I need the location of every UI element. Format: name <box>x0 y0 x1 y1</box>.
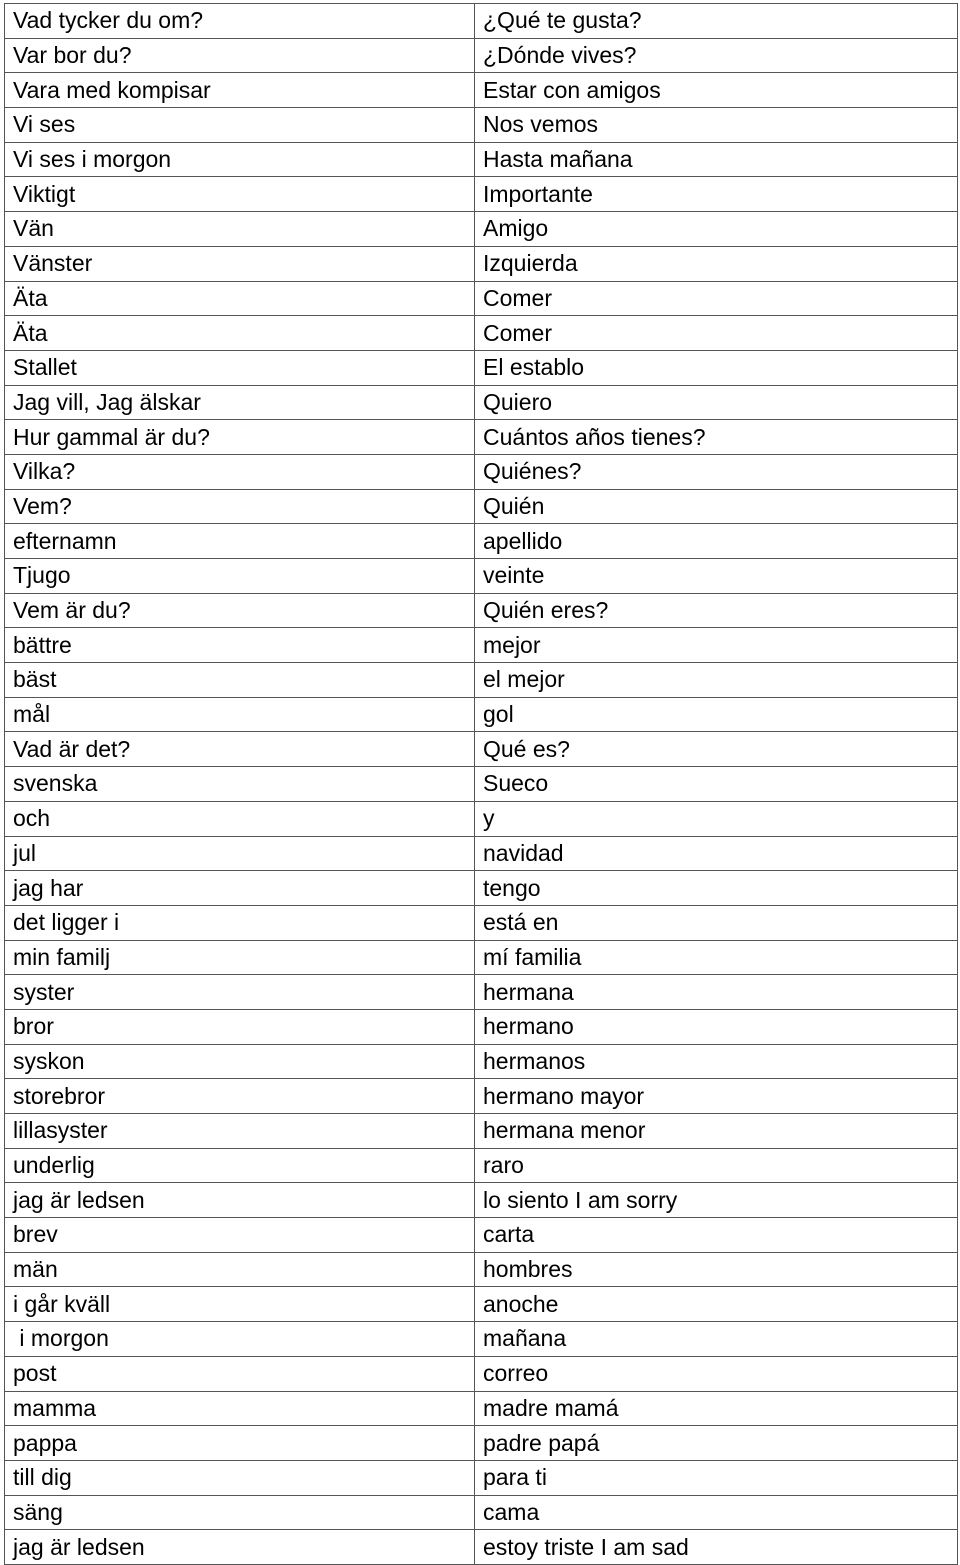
swedish-term-cell: män <box>5 1252 475 1287</box>
spanish-term-cell: Quién eres? <box>475 593 958 628</box>
table-row <box>5 316 958 351</box>
table-row <box>5 1426 958 1461</box>
table-row <box>5 73 958 108</box>
spanish-term-cell: Quiénes? <box>475 454 958 489</box>
spanish-term-cell: hermano mayor <box>475 1079 958 1114</box>
swedish-term-cell: min familj <box>5 940 475 975</box>
table-row <box>5 1460 958 1495</box>
swedish-term-cell: Vi ses i morgon <box>5 142 475 177</box>
swedish-term-cell: i morgon <box>5 1322 475 1357</box>
spanish-term-cell: para ti <box>475 1460 958 1495</box>
spanish-term-cell: carta <box>475 1218 958 1253</box>
spanish-term-cell: Quiero <box>475 385 958 420</box>
spanish-term-cell: hermano <box>475 1009 958 1044</box>
table-row <box>5 593 958 628</box>
swedish-term-cell: Vän <box>5 212 475 247</box>
table-row <box>5 385 958 420</box>
spanish-term-cell: Qué es? <box>475 732 958 767</box>
swedish-term-cell: säng <box>5 1495 475 1530</box>
swedish-term-cell: jag är ledsen <box>5 1183 475 1218</box>
swedish-term-cell: Tjugo <box>5 559 475 594</box>
swedish-term-cell: Vi ses <box>5 108 475 143</box>
swedish-term-cell: svenska <box>5 767 475 802</box>
spanish-term-cell: El establo <box>475 350 958 385</box>
swedish-term-cell: i går kväll <box>5 1287 475 1322</box>
spanish-term-cell: padre papá <box>475 1426 958 1461</box>
swedish-term-cell: pappa <box>5 1426 475 1461</box>
spanish-term-cell: gol <box>475 697 958 732</box>
swedish-term-cell: till dig <box>5 1460 475 1495</box>
swedish-term-cell: efternamn <box>5 524 475 559</box>
swedish-term-cell: Vilka? <box>5 454 475 489</box>
table-row <box>5 108 958 143</box>
spanish-term-cell: Amigo <box>475 212 958 247</box>
spanish-term-cell: Quién <box>475 489 958 524</box>
swedish-term-cell: bäst <box>5 663 475 698</box>
table-row <box>5 1183 958 1218</box>
swedish-term-cell: Vad är det? <box>5 732 475 767</box>
spanish-term-cell: hermana <box>475 975 958 1010</box>
swedish-term-cell: Stallet <box>5 350 475 385</box>
swedish-term-cell: underlig <box>5 1148 475 1183</box>
vocabulary-table-body <box>5 4 958 1565</box>
table-row <box>5 732 958 767</box>
table-row <box>5 420 958 455</box>
spanish-term-cell: estoy triste I am sad <box>475 1530 958 1565</box>
spanish-term-cell: ¿Qué te gusta? <box>475 4 958 39</box>
spanish-term-cell: mañana <box>475 1322 958 1357</box>
spanish-term-cell: Sueco <box>475 767 958 802</box>
spanish-term-cell: y <box>475 801 958 836</box>
table-row <box>5 142 958 177</box>
swedish-term-cell: syskon <box>5 1044 475 1079</box>
spanish-term-cell: apellido <box>475 524 958 559</box>
swedish-term-cell: Jag vill, Jag älskar <box>5 385 475 420</box>
table-row <box>5 177 958 212</box>
table-row <box>5 454 958 489</box>
swedish-term-cell: Vara med kompisar <box>5 73 475 108</box>
swedish-term-cell: jul <box>5 836 475 871</box>
table-row <box>5 801 958 836</box>
swedish-term-cell: Vänster <box>5 246 475 281</box>
table-row <box>5 1495 958 1530</box>
table-row <box>5 4 958 39</box>
table-row <box>5 281 958 316</box>
spanish-term-cell: Cuántos años tienes? <box>475 420 958 455</box>
spanish-term-cell: anoche <box>475 1287 958 1322</box>
vocabulary-table <box>4 3 958 1565</box>
spanish-term-cell: Nos vemos <box>475 108 958 143</box>
spanish-term-cell: Izquierda <box>475 246 958 281</box>
swedish-term-cell: jag har <box>5 871 475 906</box>
swedish-term-cell: brev <box>5 1218 475 1253</box>
spanish-term-cell: hombres <box>475 1252 958 1287</box>
spanish-term-cell: raro <box>475 1148 958 1183</box>
table-row <box>5 524 958 559</box>
table-row <box>5 1287 958 1322</box>
spanish-term-cell: cama <box>475 1495 958 1530</box>
table-row <box>5 1009 958 1044</box>
table-row <box>5 1530 958 1565</box>
swedish-term-cell: Var bor du? <box>5 38 475 73</box>
swedish-term-cell: Vem? <box>5 489 475 524</box>
table-row <box>5 628 958 663</box>
table-row <box>5 1252 958 1287</box>
swedish-term-cell: Viktigt <box>5 177 475 212</box>
swedish-term-cell: Äta <box>5 316 475 351</box>
table-row <box>5 489 958 524</box>
swedish-term-cell: lillasyster <box>5 1114 475 1149</box>
swedish-term-cell: Äta <box>5 281 475 316</box>
spanish-term-cell: tengo <box>475 871 958 906</box>
spanish-term-cell: hermana menor <box>475 1114 958 1149</box>
table-row <box>5 1391 958 1426</box>
swedish-term-cell: och <box>5 801 475 836</box>
spanish-term-cell: ¿Dónde vives? <box>475 38 958 73</box>
table-row <box>5 1218 958 1253</box>
table-row <box>5 350 958 385</box>
spanish-term-cell: el mejor <box>475 663 958 698</box>
table-row <box>5 246 958 281</box>
swedish-term-cell: Hur gammal är du? <box>5 420 475 455</box>
spanish-term-cell: correo <box>475 1356 958 1391</box>
swedish-term-cell: mål <box>5 697 475 732</box>
spanish-term-cell: Estar con amigos <box>475 73 958 108</box>
table-row <box>5 663 958 698</box>
table-row <box>5 871 958 906</box>
spanish-term-cell: mí familia <box>475 940 958 975</box>
table-row <box>5 1356 958 1391</box>
spanish-term-cell: hermanos <box>475 1044 958 1079</box>
table-row <box>5 1114 958 1149</box>
swedish-term-cell: det ligger i <box>5 905 475 940</box>
table-row <box>5 836 958 871</box>
spanish-term-cell: Comer <box>475 281 958 316</box>
table-row <box>5 559 958 594</box>
table-row <box>5 212 958 247</box>
swedish-term-cell: jag är ledsen <box>5 1530 475 1565</box>
table-row <box>5 767 958 802</box>
table-row <box>5 38 958 73</box>
spanish-term-cell: lo siento I am sorry <box>475 1183 958 1218</box>
table-row <box>5 905 958 940</box>
swedish-term-cell: bättre <box>5 628 475 663</box>
swedish-term-cell: syster <box>5 975 475 1010</box>
swedish-term-cell: bror <box>5 1009 475 1044</box>
spanish-term-cell: está en <box>475 905 958 940</box>
table-row <box>5 1079 958 1114</box>
table-row <box>5 1148 958 1183</box>
swedish-term-cell: post <box>5 1356 475 1391</box>
spanish-term-cell: madre mamá <box>475 1391 958 1426</box>
spanish-term-cell: mejor <box>475 628 958 663</box>
spanish-term-cell: navidad <box>475 836 958 871</box>
swedish-term-cell: storebror <box>5 1079 475 1114</box>
table-row <box>5 975 958 1010</box>
spanish-term-cell: veinte <box>475 559 958 594</box>
spanish-term-cell: Hasta mañana <box>475 142 958 177</box>
spanish-term-cell: Importante <box>475 177 958 212</box>
swedish-term-cell: Vem är du? <box>5 593 475 628</box>
table-row <box>5 940 958 975</box>
swedish-term-cell: Vad tycker du om? <box>5 4 475 39</box>
swedish-term-cell: mamma <box>5 1391 475 1426</box>
table-row <box>5 1322 958 1357</box>
table-row <box>5 1044 958 1079</box>
table-row <box>5 697 958 732</box>
spanish-term-cell: Comer <box>475 316 958 351</box>
